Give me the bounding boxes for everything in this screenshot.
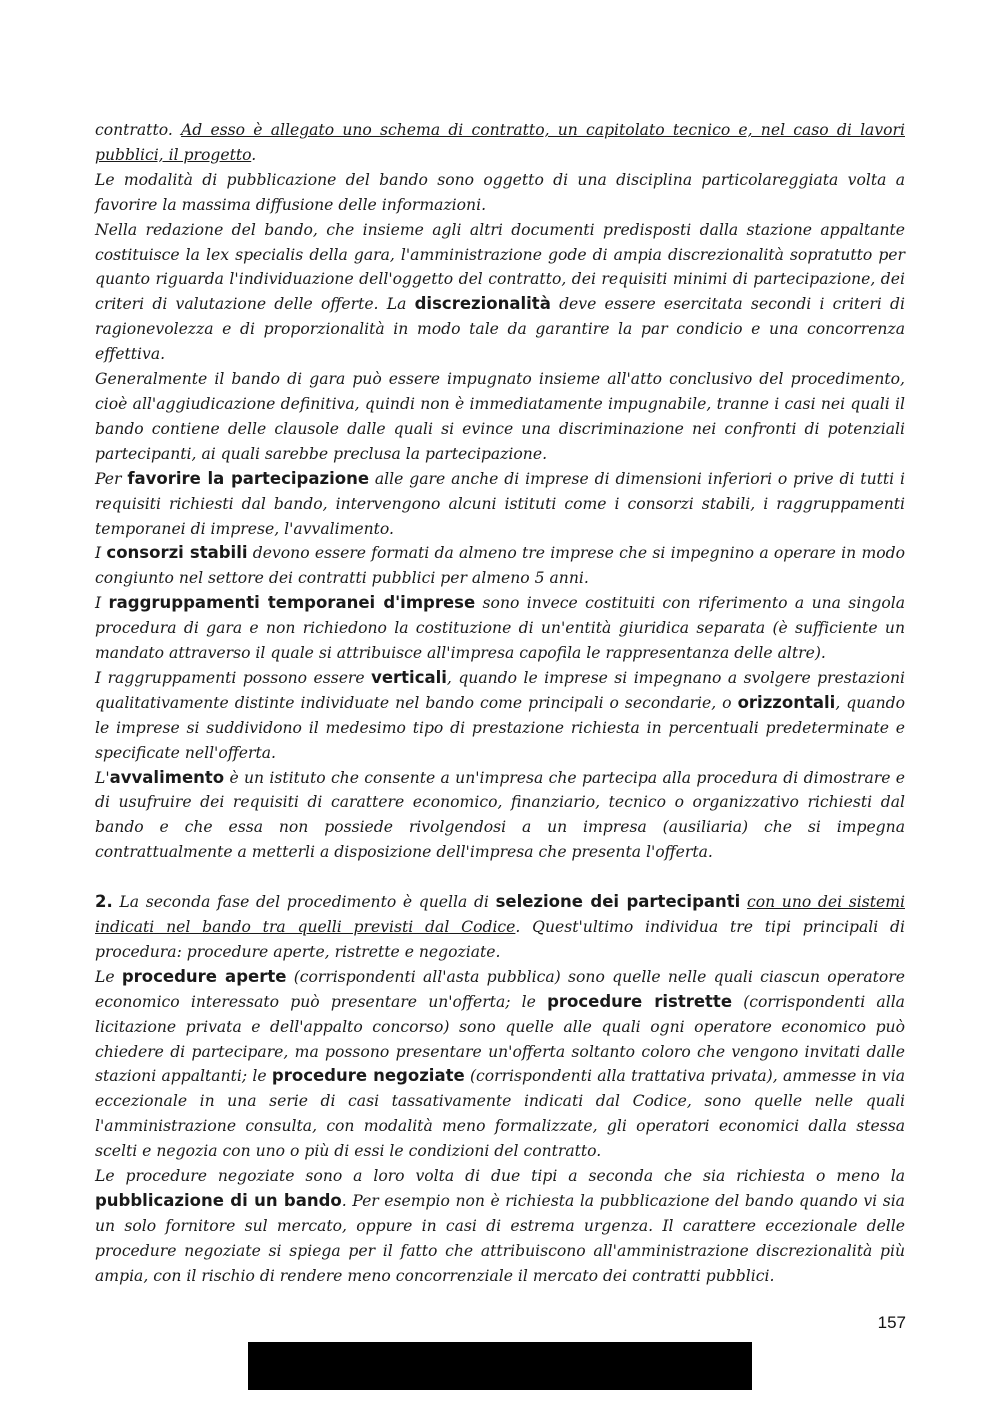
bold-term: procedure ristrette xyxy=(547,991,733,1011)
text-run: (corrispondenti alla trattativa privata), ammesse in via eccezionale in una serie di casi tassativamente indicati dal Codice, sono quelle nelle quali l'amministrazione consulta, con modalità meno formalizzate, gli operatori economici dalla stessa scelti e negozia con uno o più di essi le condizioni del contratto. xyxy=(95,1067,905,1161)
text-run: I xyxy=(95,594,109,613)
text-run: deve essere esercitata secondi i criteri di ragionevolezza e di proporzionalità in modo tale da garantire la par condicio e una concorrenza effettiva. xyxy=(95,295,905,364)
paragraph xyxy=(95,965,905,1164)
bold-term: orizzontali xyxy=(737,692,836,712)
text-run xyxy=(740,893,747,911)
text-run: (corrispondenti all'asta pubblica) sono quelle nelle quali ciascun operatore economico interessato può presentare un'offerta; le xyxy=(95,967,905,1011)
text-run: devono essere formati da almeno tre imprese che si impegnino a operare in modo congiunto nel settore dei contratti pubblici per almeno 5 anni. xyxy=(95,544,905,588)
text-run: I raggruppamenti possono essere xyxy=(95,668,372,687)
page-number: 157 xyxy=(877,1313,906,1332)
bold-term: 2. xyxy=(95,892,113,912)
paragraph xyxy=(95,467,905,542)
text-run: alle gare anche di imprese di dimensioni inferiori o prive di tutti i requisiti richiesti dal bando, intervengono alcuni istituti come i consorzi stabili, i raggruppamenti temporanei di imprese, l'avvalimento. xyxy=(95,469,905,538)
bold-term: selezione dei partecipanti xyxy=(495,892,741,912)
bold-term: favorire la partecipazione xyxy=(127,468,370,488)
bold-term: procedure negoziate xyxy=(271,1066,465,1086)
text-run: Le modalità di pubblicazione del bando sono oggetto di una disciplina particolareggiata volta a favorire la massima diffusione delle informazioni. xyxy=(95,170,905,214)
paragraph xyxy=(95,890,905,965)
text-run: I xyxy=(95,544,107,563)
paragraph xyxy=(95,591,905,666)
bold-term: pubblicazione di un bando xyxy=(95,1190,342,1210)
text-run: Le xyxy=(95,967,122,986)
text-run: sono invece costituiti con riferimento a una singola procedura di gara e non richiedono la costituzione di un'entità giuridica separata (è sufficiente un mandato attraverso il quale si attribuisce all'impresa capofila le rappresentanza delle altre). xyxy=(95,594,905,663)
text-run: La seconda fase del procedimento è quella di xyxy=(112,893,496,912)
text-run: contratto. xyxy=(95,121,181,139)
page-body xyxy=(95,118,905,1289)
bold-term: verticali xyxy=(371,667,447,687)
text-run: Le procedure negoziate sono a loro volta di due tipi a seconda che sia richiesta o meno la xyxy=(95,1167,905,1186)
bold-term: avvalimento xyxy=(109,767,225,787)
text-run: (corrispondenti alla licitazione privata e dell'appalto concorso) sono quelle alle quali ogni operatore economico può chiedere di partecipare, ma possono presentare un'offerta soltanto coloro che vengono invitati dalle stazioni appaltanti; le xyxy=(95,992,905,1086)
text-run: Nella redazione del bando, che insieme agli altri documenti predisposti dalla stazione appaltante costituisce la lex specialis della gara, l'amministrazione gode di ampia discrezionalità sopratutto per quanto riguarda l'individuazione dell'oggetto del contratto, dei requisiti minimi di partecipazione, dei criteri di valutazione delle offerte. La xyxy=(95,220,905,314)
paragraph xyxy=(95,168,905,218)
underlined-text: con uno dei sistemi indicati nel bando tra quelli previsti dal Codice xyxy=(95,893,905,936)
footer-redaction-bar xyxy=(248,1342,752,1390)
bold-term: procedure aperte xyxy=(121,966,287,986)
text-run: Per xyxy=(95,469,128,488)
text-run: , quando le imprese si suddividono il medesimo tipo di prestazione richiesta in percentuali predeterminate e specificate nell'offerta. xyxy=(95,693,905,762)
paragraph xyxy=(95,766,905,866)
paragraph xyxy=(95,666,905,766)
text-run: L' xyxy=(95,768,110,787)
text-run: Generalmente il bando di gara può essere impugnato insieme all'atto conclusivo del procedimento, cioè all'aggiudicazione definitiva, quindi non è immediatamente impugnabile, tranne i casi nei quali il bando contiene delle clausole dalle quali si evince una discriminazione nei confronti di potenziali partecipanti, ai quali sarebbe preclusa la partecipazione. xyxy=(95,370,905,463)
paragraph xyxy=(95,118,905,168)
paragraph xyxy=(95,1164,905,1289)
bold-term: consorzi stabili xyxy=(106,543,248,563)
bold-term: raggruppamenti temporanei d'imprese xyxy=(108,593,476,613)
text-run: , quando le imprese si impegnano a svolgere prestazioni qualitativamente distinte individuate nel bando come principali o secondarie, o xyxy=(95,668,905,712)
text-run: . Quest'ultimo individua tre tipi principali di procedura: procedure aperte, ristrette e negoziate. xyxy=(95,917,905,961)
paragraph xyxy=(95,218,905,367)
text-run: . xyxy=(251,145,257,164)
paragraph xyxy=(95,541,905,591)
bold-term: discrezionalità xyxy=(414,294,551,314)
underlined-text: Ad esso è allegato uno schema di contratto, un capitolato tecnico e, nel caso di lavori pubblici, il progetto xyxy=(95,121,905,164)
text-run: è un istituto che consente a un'impresa che partecipa alla procedura di dimostrare e di usufruire dei requisiti di carattere economico, finanziario, tecnico o organizzativo richiesti dal bando e che essa non possiede rivolgendosi a un impresa (ausiliaria) che si impegna contrattualmente a metterli a disposizione dell'impresa che presenta l'offerta. xyxy=(95,768,905,862)
text-run: . Per esempio non è richiesta la pubblicazione del bando quando vi sia un solo fornitore sul mercato, oppure in casi di estrema urgenza. Il carattere eccezionale delle procedure negoziate si spiega per il fatto che attribuiscono all'amministrazione discrezionalità più ampia, con il rischio di rendere meno concorrenziale il mercato dei contratti pubblici. xyxy=(95,1191,905,1285)
paragraph xyxy=(95,367,905,467)
